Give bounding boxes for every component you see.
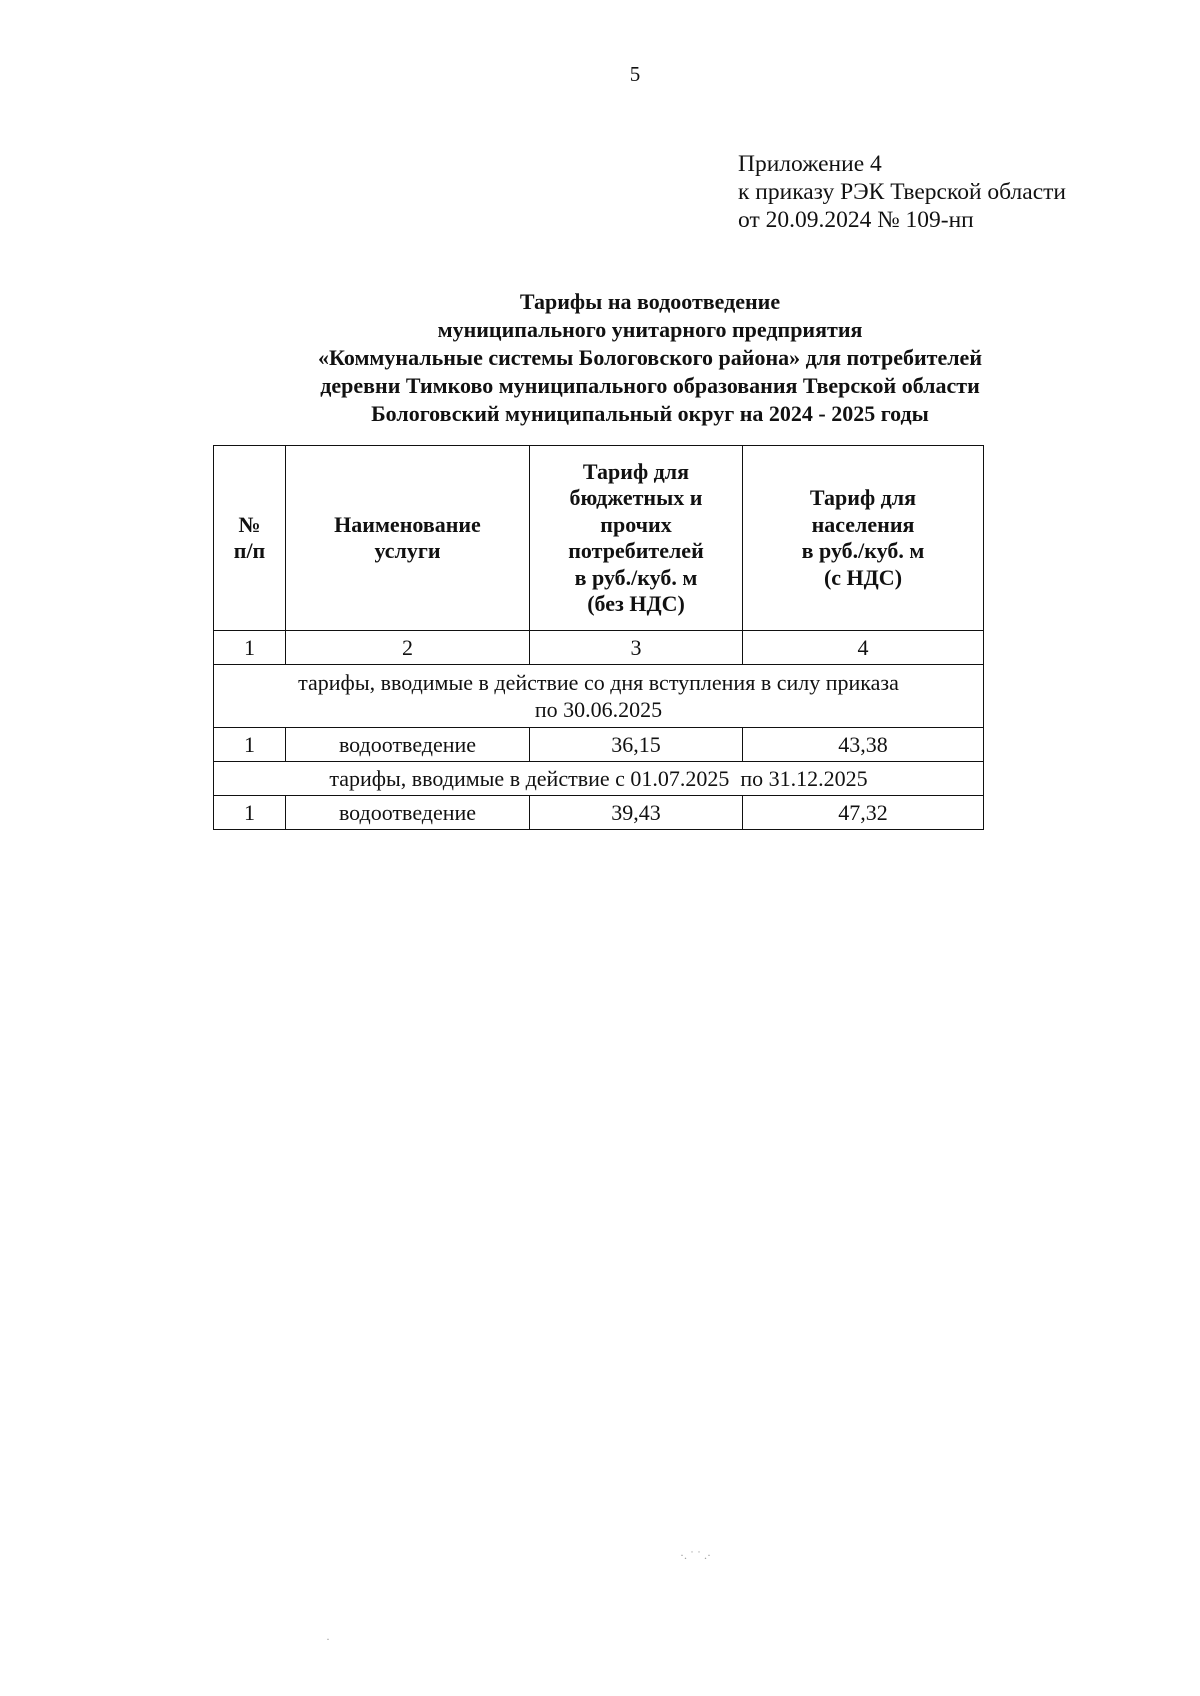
column-number-3: 3 xyxy=(530,631,743,665)
tariff-table xyxy=(213,445,984,830)
scan-speck: · xyxy=(326,1632,330,1646)
period-row-2 xyxy=(214,762,984,796)
column-number-2: 2 xyxy=(286,631,530,665)
appendix-line-1: Приложение 4 xyxy=(738,151,882,177)
document-title xyxy=(200,288,1100,428)
row-num: 1 xyxy=(214,796,286,830)
header-tariff-population: Тариф для населения в руб./куб. м (с НДС) xyxy=(743,446,984,631)
header-service: Наименование услуги xyxy=(286,446,530,631)
table-row xyxy=(214,728,984,762)
appendix-line-2: к приказу РЭК Тверской области xyxy=(738,179,1066,205)
appendix-line-3: от 20.09.2024 № 109-нп xyxy=(738,207,974,233)
row-tariff-budget: 39,43 xyxy=(530,796,743,830)
column-number-4: 4 xyxy=(743,631,984,665)
row-service: водоотведение xyxy=(286,728,530,762)
row-tariff-population: 47,32 xyxy=(743,796,984,830)
period-label-2: тарифы, вводимые в действие с 01.07.2025 по 31.12.2025 xyxy=(214,762,984,796)
title-line-4: деревни Тимково муниципального образования Тверской области xyxy=(320,373,980,398)
title-line-1: Тарифы на водоотведение xyxy=(519,289,781,314)
title-line-3: «Коммунальные системы Бологовского района» для потребителей xyxy=(318,345,982,370)
row-tariff-budget: 36,15 xyxy=(530,728,743,762)
scan-speck: ·. ˙ ˙ .· xyxy=(680,1548,711,1562)
appendix-reference xyxy=(738,150,1066,234)
table-row xyxy=(214,796,984,830)
page-number: 5 xyxy=(629,62,641,86)
table-header-row xyxy=(214,446,984,631)
period-label-1: тарифы, вводимые в действие со дня вступления в силу приказа по 30.06.2025 xyxy=(214,665,984,728)
row-service: водоотведение xyxy=(286,796,530,830)
row-num: 1 xyxy=(214,728,286,762)
header-num: № п/п xyxy=(214,446,286,631)
header-tariff-budget: Тариф для бюджетных и прочих потребителей в руб./куб. м (без НДС) xyxy=(530,446,743,631)
title-line-2: муниципального унитарного предприятия xyxy=(437,317,863,342)
row-tariff-population: 43,38 xyxy=(743,728,984,762)
period-row-1 xyxy=(214,665,984,728)
title-line-5: Бологовский муниципальный округ на 2024 - 2025 годы xyxy=(371,401,929,426)
column-number-1: 1 xyxy=(214,631,286,665)
column-numbers-row xyxy=(214,631,984,665)
